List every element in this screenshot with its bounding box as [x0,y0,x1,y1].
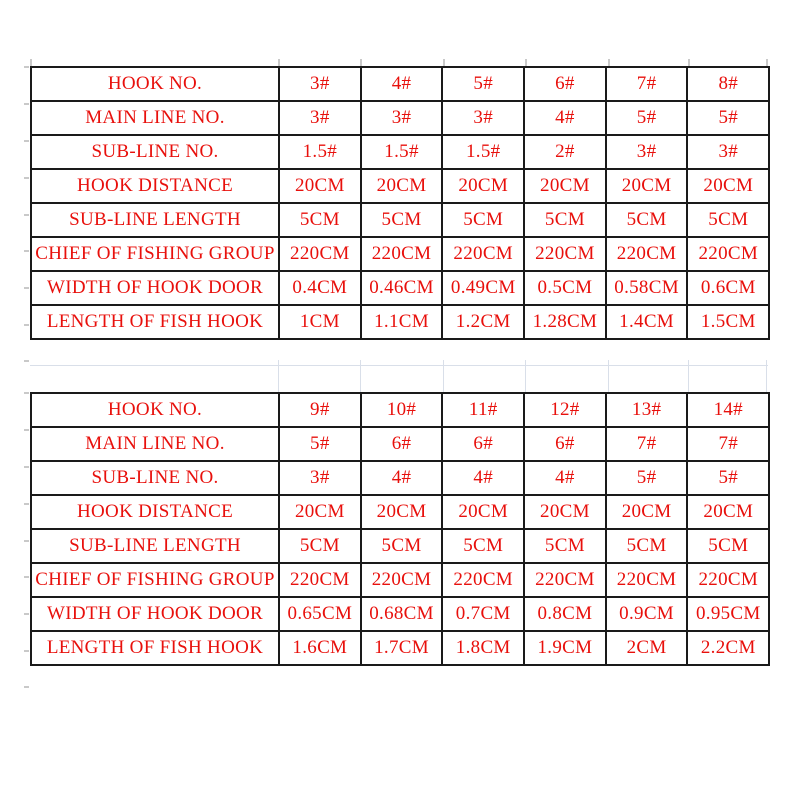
table-cell: 12# [524,393,606,427]
table-gap-gridlines [30,360,768,392]
table-cell: 20CM [361,169,443,203]
gridline-tick [608,59,610,66]
gridline-tick [688,59,690,66]
gridline-tick [30,59,32,66]
table-cell: 20CM [524,495,606,529]
table-cell: 1.5CM [687,305,769,339]
gridline-tick [278,59,280,66]
gridline-tick [24,650,29,652]
gridline-tick [24,214,29,216]
table-cell: 1.8CM [442,631,524,665]
row-label: HOOK DISTANCE [31,169,279,203]
table-row [31,237,769,271]
gridline-tick [24,503,29,505]
table-cell: 3# [279,461,361,495]
table-row [31,67,769,101]
table-cell: 0.49CM [442,271,524,305]
gridline-tick [24,540,29,542]
table-cell: 5CM [606,529,688,563]
table-cell: 20CM [279,495,361,529]
table-cell: 0.8CM [524,597,606,631]
faint-horizontal-gridline [30,365,768,366]
table-row [31,135,769,169]
table-cell: 4# [442,461,524,495]
table-cell: 2CM [606,631,688,665]
table-row [31,305,769,339]
table-cell: 5CM [524,529,606,563]
table-cell: 20CM [442,495,524,529]
table-cell: 220CM [361,237,443,271]
table-row [31,461,769,495]
gridline-tick [24,360,29,362]
table-row [31,169,769,203]
table-cell: 2.2CM [687,631,769,665]
gridline-tick [24,140,29,142]
gridline-tick [24,177,29,179]
gridline-tick [360,59,362,66]
table-cell: 5CM [279,203,361,237]
row-label: CHIEF OF FISHING GROUP [31,563,279,597]
table-cell: 6# [524,67,606,101]
table-cell: 5CM [524,203,606,237]
table-cell: 220CM [606,563,688,597]
table-cell: 5CM [279,529,361,563]
table-cell: 5# [687,461,769,495]
row-gridline-ticks-table-2 [24,392,29,688]
table-cell: 0.46CM [361,271,443,305]
row-label: HOOK NO. [31,393,279,427]
table-cell: 1.28CM [524,305,606,339]
table-row [31,427,769,461]
table-cell: 0.5CM [524,271,606,305]
table-cell: 5# [279,427,361,461]
table-cell: 10# [361,393,443,427]
row-label: SUB-LINE LENGTH [31,529,279,563]
table-cell: 1.5# [279,135,361,169]
table-cell: 4# [361,67,443,101]
row-label: SUB-LINE NO. [31,461,279,495]
table-cell: 1.1CM [361,305,443,339]
table-cell: 6# [442,427,524,461]
row-label: HOOK NO. [31,67,279,101]
row-label: SUB-LINE LENGTH [31,203,279,237]
faint-vertical-gridline [688,360,689,392]
table-row [31,203,769,237]
table-cell: 6# [524,427,606,461]
table-cell: 20CM [442,169,524,203]
table-cell: 220CM [442,563,524,597]
row-label: LENGTH OF FISH HOOK [31,631,279,665]
gridline-tick [24,576,29,578]
table-row [31,393,769,427]
table-cell: 1.5# [442,135,524,169]
table-cell: 220CM [442,237,524,271]
table-cell: 1.6CM [279,631,361,665]
row-label: WIDTH OF HOOK DOOR [31,597,279,631]
table-cell: 220CM [279,237,361,271]
table-row [31,597,769,631]
table-cell: 1.2CM [442,305,524,339]
spec-table-hooks-9-to-14 [30,392,770,666]
table-cell: 220CM [606,237,688,271]
table-cell: 0.68CM [361,597,443,631]
table-cell: 1.9CM [524,631,606,665]
table-cell: 3# [606,135,688,169]
table-cell: 220CM [524,237,606,271]
table-cell: 1.5# [361,135,443,169]
gridline-tick [24,287,29,289]
table-cell: 220CM [361,563,443,597]
gridline-tick [24,324,29,326]
table-cell: 5CM [361,529,443,563]
gridline-tick [24,613,29,615]
table-cell: 5CM [442,529,524,563]
gridline-tick [24,686,29,688]
row-label: HOOK DISTANCE [31,495,279,529]
table-cell: 5CM [606,203,688,237]
table-cell: 20CM [606,495,688,529]
faint-vertical-gridline [278,360,279,392]
table-row [31,563,769,597]
table-cell: 4# [361,461,443,495]
column-gridline-ticks [30,59,768,66]
table-cell: 8# [687,67,769,101]
gridline-tick [525,59,527,66]
gridline-tick [24,466,29,468]
row-label: SUB-LINE NO. [31,135,279,169]
table-cell: 0.4CM [279,271,361,305]
table-row [31,529,769,563]
table-cell: 0.95CM [687,597,769,631]
table-cell: 5# [687,101,769,135]
gridline-tick [24,103,29,105]
table-cell: 5# [442,67,524,101]
table-cell: 5CM [687,529,769,563]
table-row [31,271,769,305]
faint-vertical-gridline [608,360,609,392]
table-cell: 0.9CM [606,597,688,631]
table-cell: 20CM [279,169,361,203]
table-cell: 13# [606,393,688,427]
gridline-tick [24,66,29,68]
table-cell: 3# [687,135,769,169]
table-cell: 220CM [687,563,769,597]
table-cell: 4# [524,461,606,495]
table-cell: 9# [279,393,361,427]
table-cell: 20CM [524,169,606,203]
table-cell: 0.7CM [442,597,524,631]
table-cell: 3# [279,67,361,101]
table-row [31,101,769,135]
table-cell: 5CM [687,203,769,237]
table-cell: 220CM [279,563,361,597]
table-cell: 11# [442,393,524,427]
table-cell: 0.58CM [606,271,688,305]
table-cell: 5# [606,461,688,495]
table-cell: 0.65CM [279,597,361,631]
table-cell: 20CM [606,169,688,203]
table-cell: 20CM [361,495,443,529]
table-cell: 4# [524,101,606,135]
gridline-tick [443,59,445,66]
row-label: MAIN LINE NO. [31,427,279,461]
table-cell: 5# [606,101,688,135]
gridline-tick [24,250,29,252]
faint-vertical-gridline [525,360,526,392]
table-cell: 3# [279,101,361,135]
row-gridline-ticks-table-1 [24,66,29,362]
table-cell: 220CM [524,563,606,597]
table-cell: 20CM [687,495,769,529]
spec-table-hooks-3-to-8 [30,66,770,340]
table-cell: 5CM [442,203,524,237]
row-label: MAIN LINE NO. [31,101,279,135]
table-cell: 220CM [687,237,769,271]
faint-vertical-gridline [766,360,767,392]
table-cell: 20CM [687,169,769,203]
table-cell: 14# [687,393,769,427]
table-cell: 3# [442,101,524,135]
table-cell: 7# [606,427,688,461]
row-label: LENGTH OF FISH HOOK [31,305,279,339]
table-cell: 0.6CM [687,271,769,305]
faint-vertical-gridline [360,360,361,392]
table-cell: 7# [687,427,769,461]
table-cell: 6# [361,427,443,461]
gridline-tick [24,429,29,431]
table-cell: 3# [361,101,443,135]
faint-vertical-gridline [443,360,444,392]
table-cell: 1.4CM [606,305,688,339]
gridline-tick [766,59,768,66]
table-cell: 7# [606,67,688,101]
gridline-tick [24,392,29,394]
table-cell: 2# [524,135,606,169]
row-label: WIDTH OF HOOK DOOR [31,271,279,305]
table-row [31,631,769,665]
table-row [31,495,769,529]
row-label: CHIEF OF FISHING GROUP [31,237,279,271]
table-cell: 1.7CM [361,631,443,665]
table-cell: 1CM [279,305,361,339]
table-cell: 5CM [361,203,443,237]
